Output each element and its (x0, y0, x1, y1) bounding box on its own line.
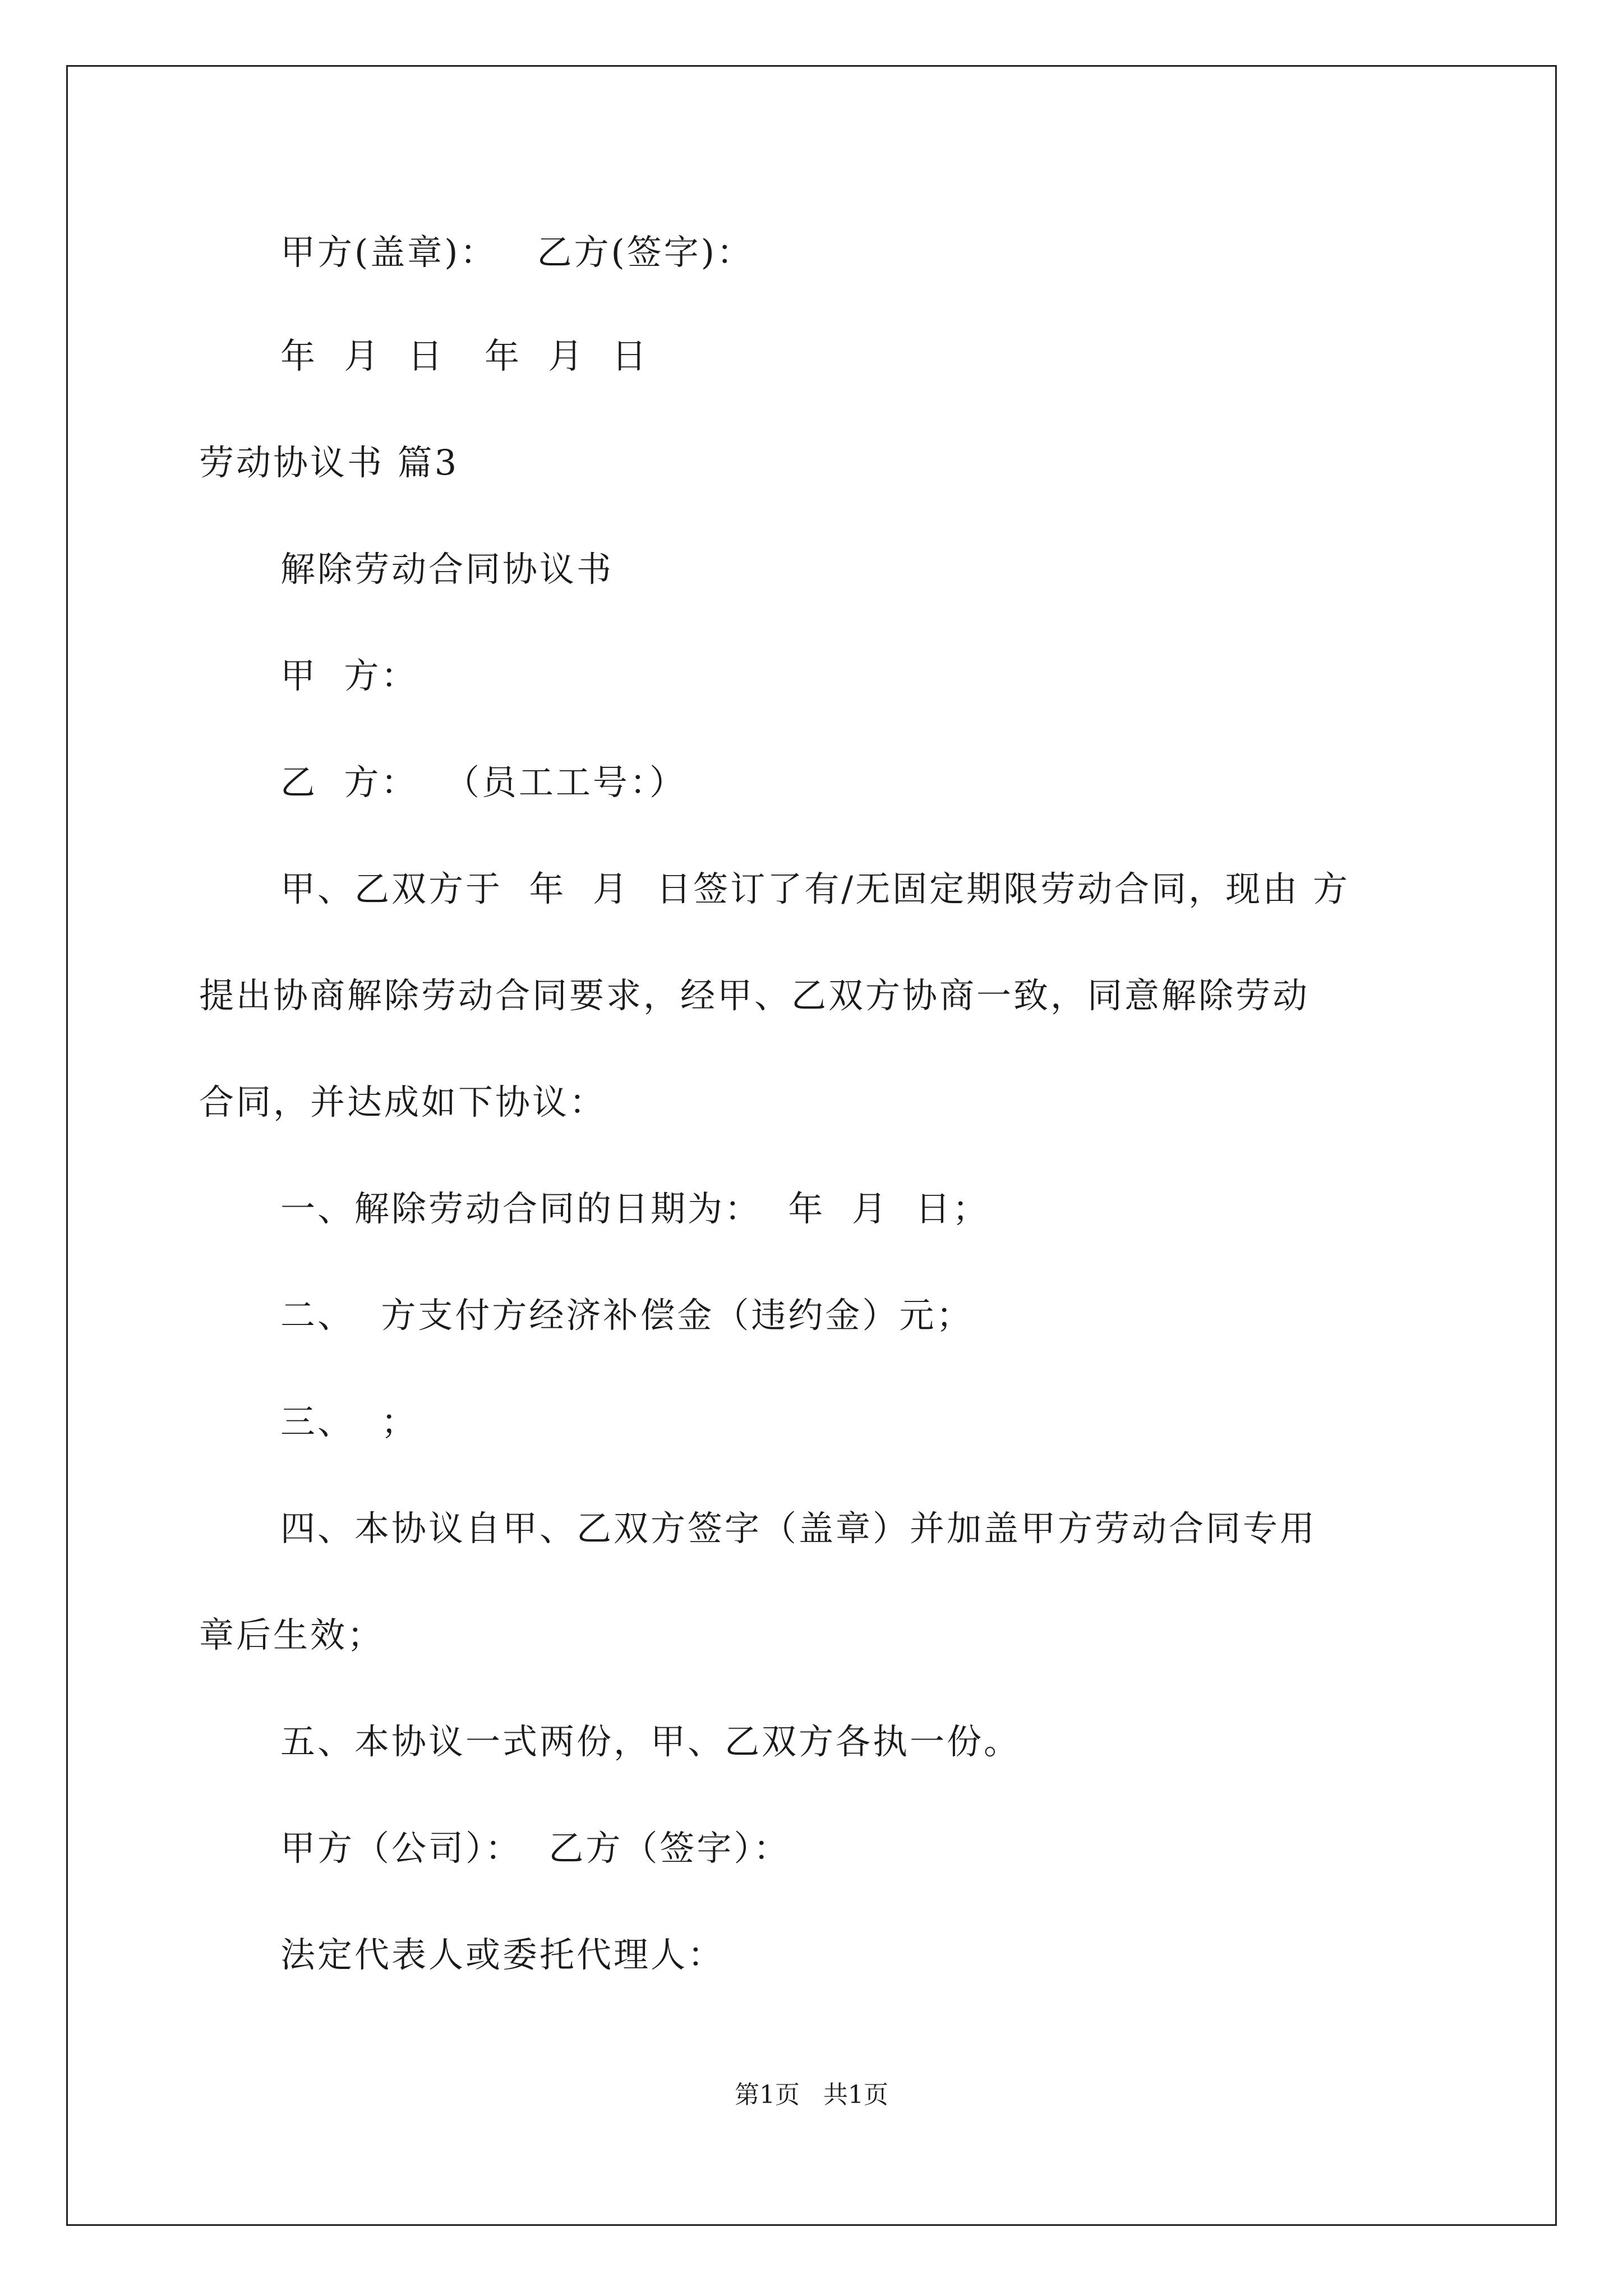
clause-3: 三、 ； (280, 1401, 418, 1442)
signature-line-2: 甲方（公司）： 乙方（签字）： (280, 1828, 791, 1869)
section-heading: 劳动协议书 篇3 (199, 442, 459, 483)
signature-line-1: 甲方(盖章)： 乙方(签字)： (280, 232, 754, 273)
date-line-1: 年 月 日 年 月 日 (280, 335, 649, 376)
representative-line: 法定代表人或委托代理人： (280, 1934, 725, 1975)
page-border (66, 65, 1557, 2226)
party-a-line: 甲 方： (280, 655, 418, 696)
paragraph-line-1: 甲、乙双方于 年 月 日签订了有/无固定期限劳动合同，现由 方 (280, 868, 1350, 909)
clause-4-line-2: 章后生效； (199, 1614, 385, 1655)
party-b-line: 乙 方： （员工工号：） (280, 762, 686, 803)
paragraph-line-3: 合同，并达成如下协议： (199, 1082, 607, 1122)
paragraph-line-2: 提出协商解除劳动合同要求，经甲、乙双方协商一致，同意解除劳动 (199, 975, 1310, 1016)
page-footer: 第1页 共1页 (735, 2081, 888, 2109)
clause-2: 二、 方支付方经济补偿金（违约金）元； (280, 1295, 974, 1336)
clause-1: 一、解除劳动合同的日期为： 年 月 日； (280, 1188, 990, 1229)
clause-4-line-1: 四、本协议自甲、乙双方签字（盖章）并加盖甲方劳动合同专用 (280, 1508, 1317, 1549)
document-title: 解除劳动合同协议书 (280, 549, 614, 590)
clause-5: 五、本协议一式两份，甲、乙双方各执一份。 (280, 1721, 1021, 1762)
